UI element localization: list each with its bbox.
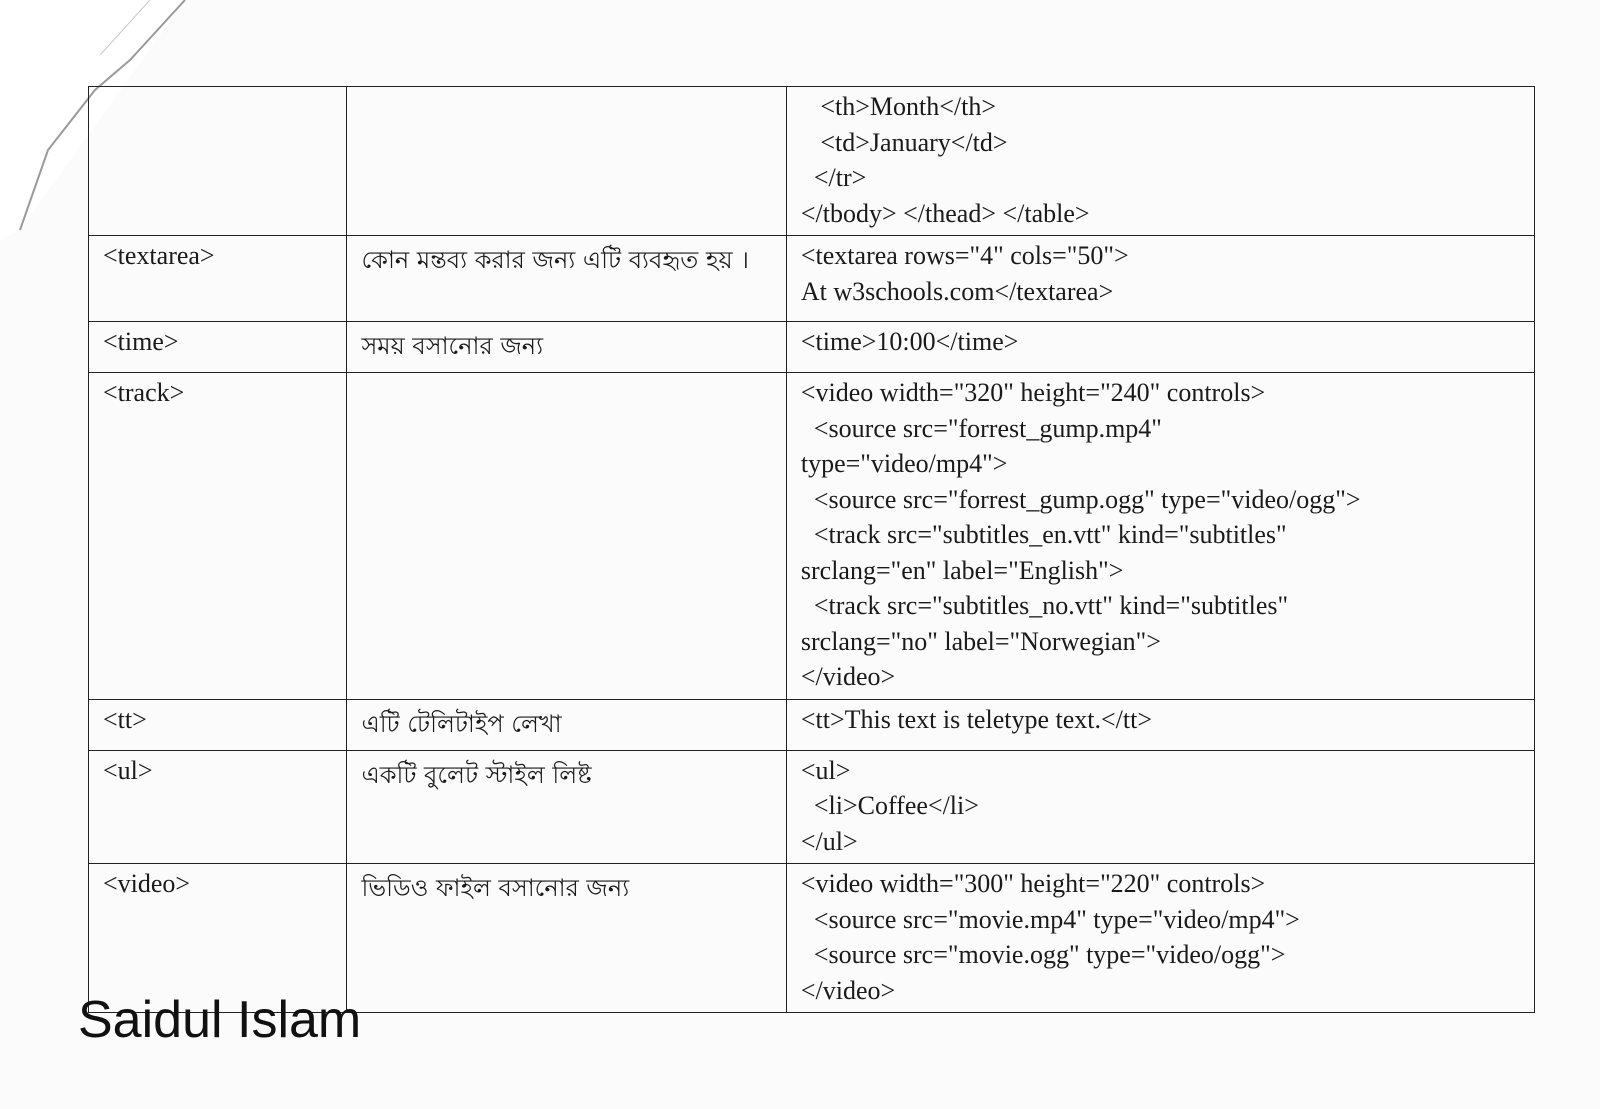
example-cell	[786, 864, 1534, 1013]
tag-cell	[89, 87, 347, 236]
table-row	[89, 322, 1535, 373]
example-code: <time>10:00</time>	[800, 327, 1019, 356]
description-cell	[347, 373, 786, 700]
description-text: কোন মন্তব্য করার জন্য এটি ব্যবহৃত হয় ।	[361, 246, 749, 274]
example-cell	[786, 699, 1534, 750]
description-text: একটি বুলেট স্টাইল লিষ্ট	[361, 760, 592, 789]
example-cell	[786, 750, 1534, 864]
table-row	[89, 87, 1535, 236]
author-name: Saidul Islam	[78, 991, 362, 1049]
description-cell	[347, 864, 786, 1013]
description-cell	[347, 699, 786, 750]
tag-cell: <time>	[89, 322, 347, 373]
description-cell	[347, 322, 786, 373]
example-code: <ul> <li>Coffee</li> </ul>	[800, 755, 979, 856]
example-cell	[786, 236, 1534, 322]
description-text: সময় বসানোর জন্য	[361, 332, 544, 360]
example-cell	[786, 322, 1534, 373]
table-row	[89, 236, 1535, 322]
tag-cell: <track>	[89, 373, 347, 700]
example-cell	[786, 87, 1534, 236]
table-row	[89, 373, 1535, 700]
description-cell	[347, 236, 786, 322]
example-code: <th>Month</th> <td>January</td> </tr> </tbody> </thead> </table>	[800, 92, 1090, 228]
tag-cell: <textarea>	[89, 236, 347, 322]
description-text: এটি টেলিটাইপ লেখা	[361, 709, 562, 738]
description-text: ভিডিও ফাইল বসানোর জন্য	[361, 874, 630, 902]
description-cell	[347, 750, 786, 864]
example-code: <textarea rows="4" cols="50"> At w3schools.com</textarea>	[800, 241, 1129, 306]
description-cell	[347, 87, 786, 236]
tag-cell: <video>	[89, 864, 347, 1013]
example-code: <tt>This text is teletype text.</tt>	[800, 704, 1152, 734]
example-code: <video width="320" height="240" controls> <source src="forrest_gump.mp4" type="video/mp4"> <source src="forrest_gump.ogg" type="video/ogg"> <track src="subtitles_en.vtt" kind="subtitles" srclang="en" label="English"> <track src="subtitles_no.vtt" kind="subtitles" srclang="no" label="Norwegian"> </video>	[800, 378, 1361, 691]
example-cell	[786, 373, 1534, 700]
tag-cell: <ul>	[89, 750, 347, 864]
example-code: <video width="300" height="220" controls> <source src="movie.mp4" type="video/mp4"> <source src="movie.ogg" type="video/ogg"> </video>	[800, 869, 1300, 1005]
tag-cell: <tt>	[89, 699, 347, 750]
html-tag-reference-table	[88, 86, 1535, 1013]
table-row	[89, 750, 1535, 864]
table-row	[89, 699, 1535, 750]
